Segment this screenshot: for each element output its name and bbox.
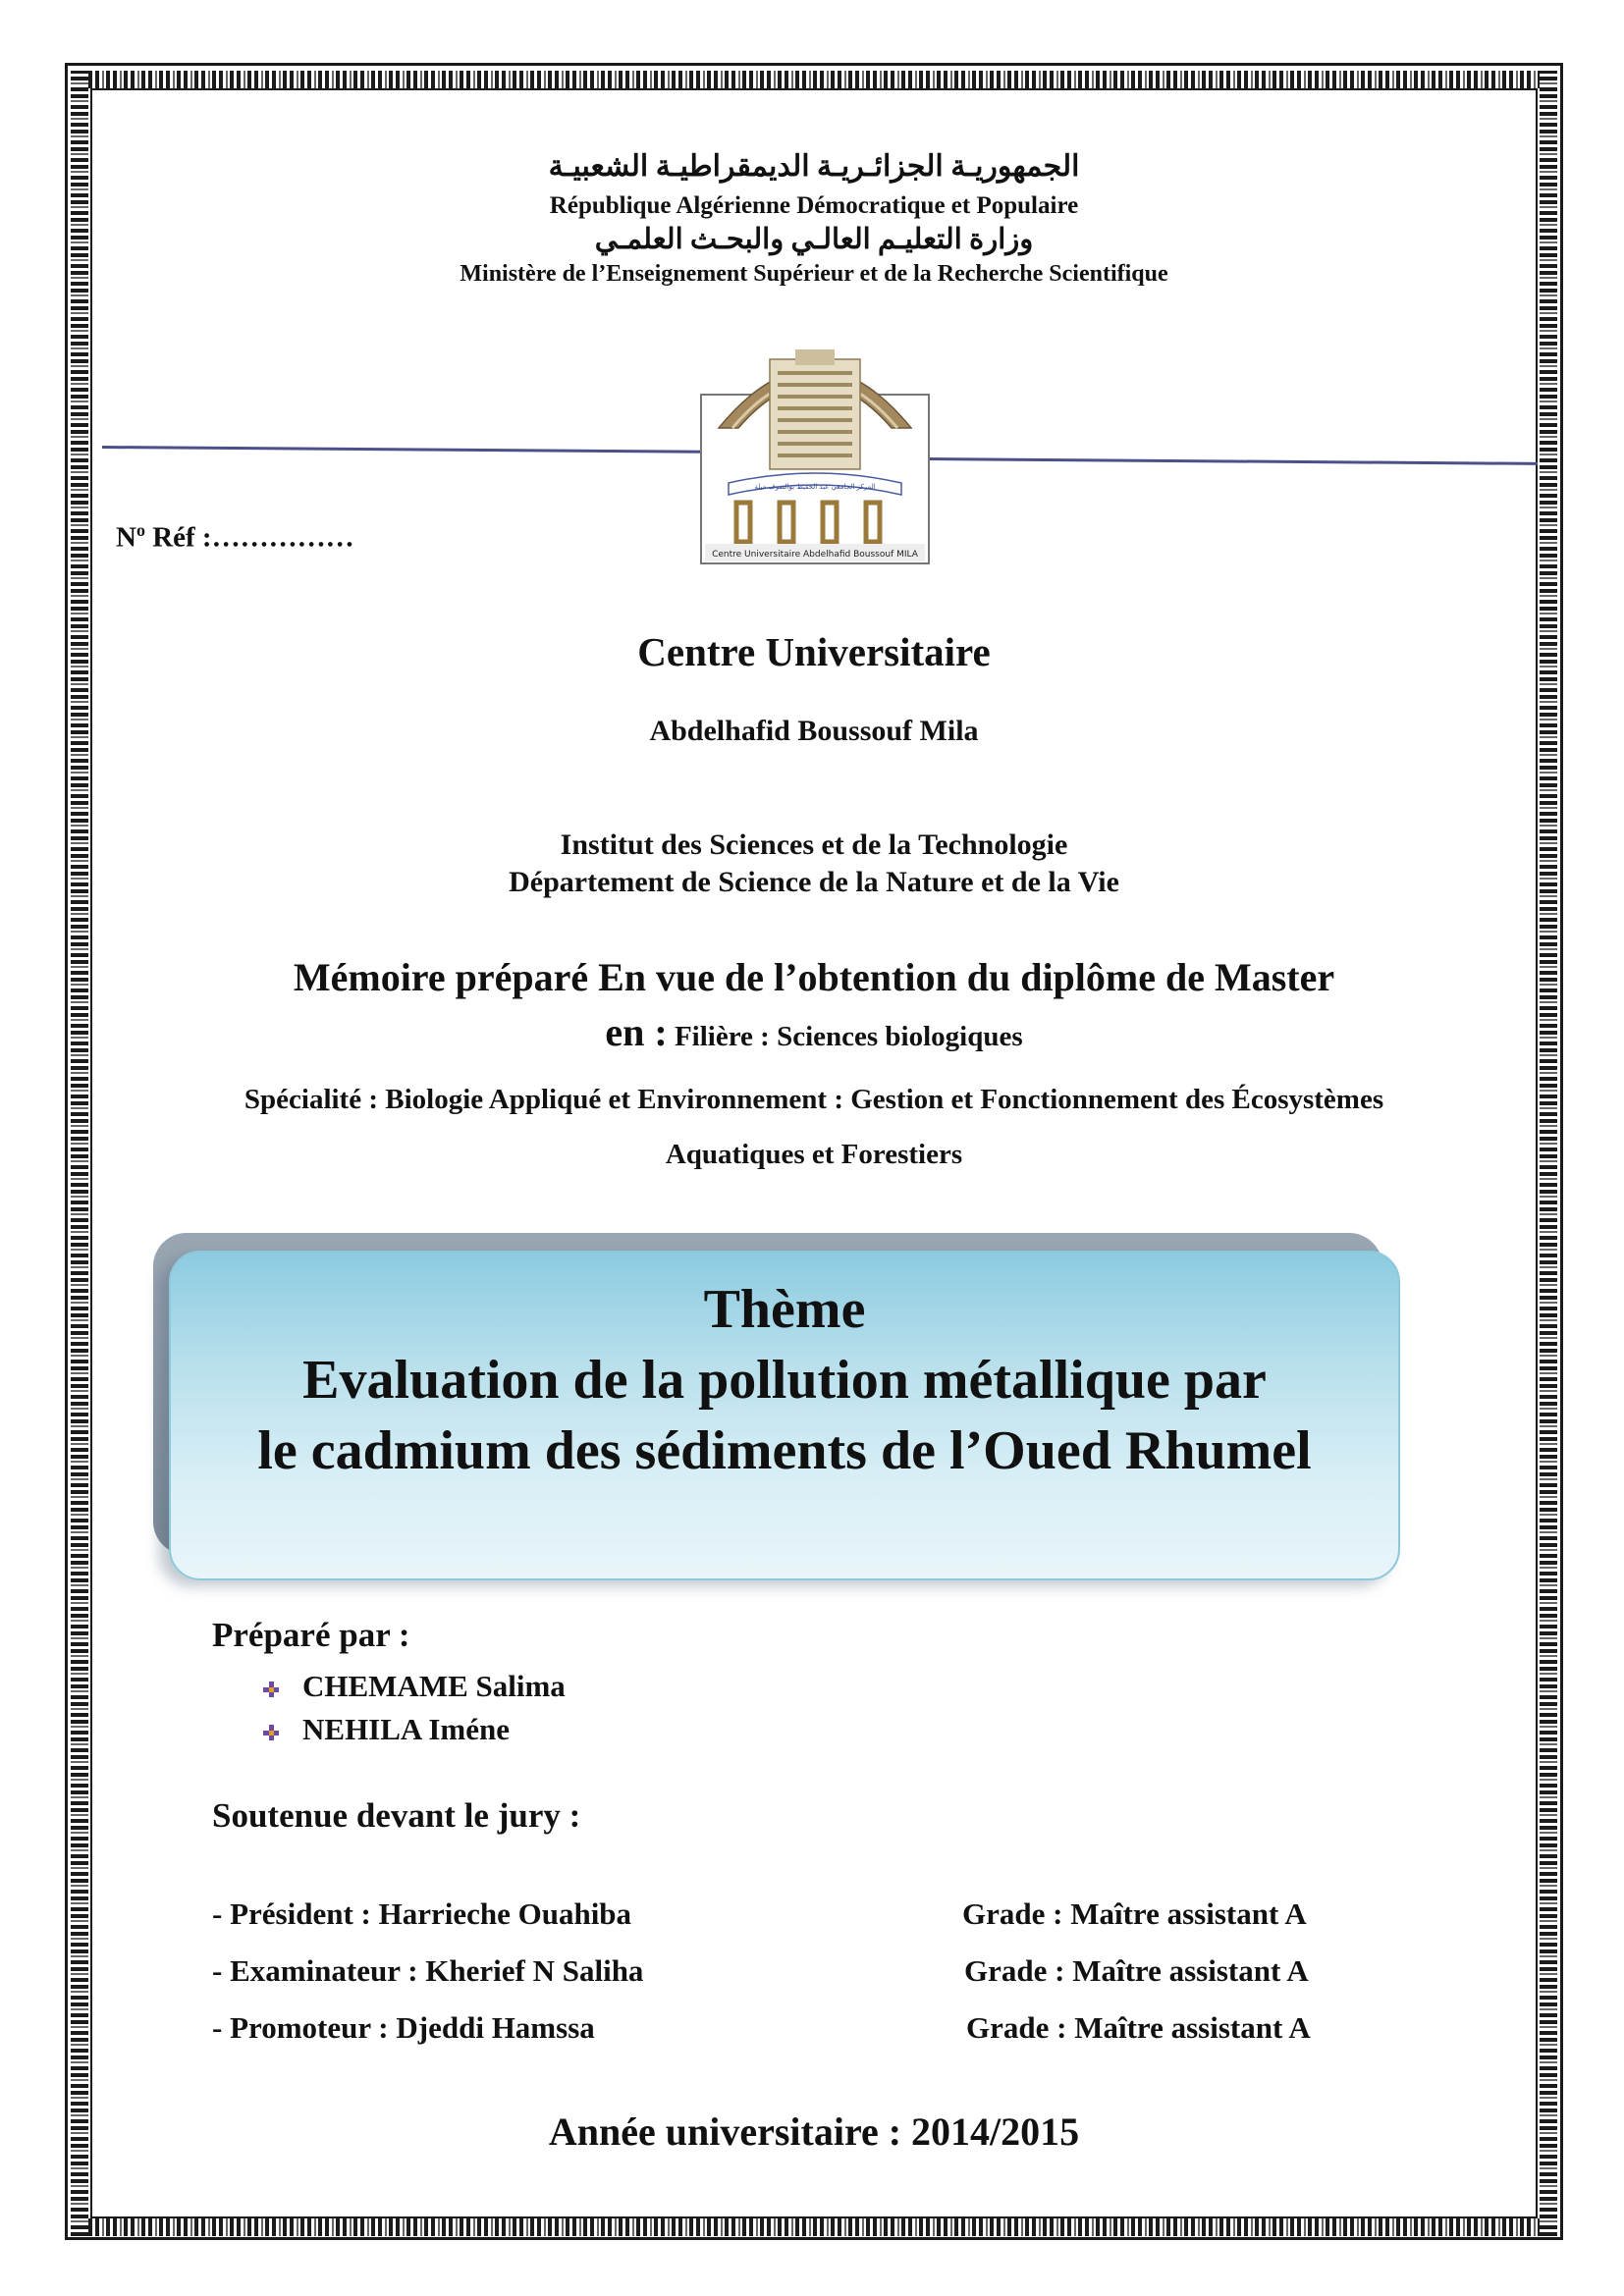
- author-name: NEHILA Iméne: [302, 1712, 510, 1746]
- department-name: Département de Science de la Nature et de la Vie: [509, 866, 1119, 898]
- republic-arabic: الجمهوريـة الجزائـريـة الديمقراطيـة الشعبيـة: [548, 150, 1080, 183]
- logo-banner-text: المركز الجامعي عبد الحفيظ بوالصوف ميلة: [754, 483, 876, 491]
- page-border-top-pattern: [71, 71, 1557, 88]
- theme-title-line-1: Evaluation de la pollution métallique par: [302, 1350, 1267, 1411]
- jury-role-president: - Président : Harrieche Ouahiba: [212, 1896, 632, 1931]
- reference-label: N: [116, 521, 136, 554]
- logo-caption: Centre Universitaire Abdelhafid Boussouf MILA: [712, 550, 918, 560]
- jury-grade-president: Grade : Maître assistant A: [962, 1896, 1307, 1931]
- specialite-line-1: Spécialité : Biologie Appliqué et Environnement : Gestion et Fonctionnement des Écosystèmes: [244, 1084, 1384, 1115]
- ministry-arabic: وزارة التعليـم العالـي والبحـث العلمـي: [594, 224, 1034, 255]
- jury-grade-examinateur: Grade : Maître assistant A: [964, 1953, 1309, 1988]
- memoire-filiere: Filière : Sciences biologiques: [667, 1021, 1023, 1052]
- memoire-en-label: en :: [605, 1010, 668, 1054]
- theme-label: Thème: [703, 1279, 866, 1340]
- university-logo-graphic: [699, 320, 931, 567]
- author-list-item: [261, 1712, 510, 1747]
- page-border-left-pattern: [71, 71, 88, 2236]
- author-name: CHEMAME Salima: [302, 1669, 566, 1703]
- jury-role-promoteur: - Promoteur : Djeddi Hamssa: [212, 2010, 595, 2045]
- theme-text-block: [169, 1274, 1400, 1486]
- reference-text: Réf :……………: [144, 521, 354, 554]
- memoire-filiere-line: [90, 1009, 1538, 1055]
- ministry-french: Ministère de l’Enseignement Supérieur et de la Recherche Scientifique: [460, 261, 1168, 287]
- university-logo: [699, 320, 931, 567]
- specialite-line-2: Aquatiques et Forestiers: [665, 1139, 963, 1170]
- reference-number: [116, 520, 354, 555]
- jury-label: Soutenue devant le jury :: [212, 1796, 581, 1835]
- bullet-icon: [261, 1723, 281, 1742]
- memoire-title: Mémoire préparé En vue de l’obtention du diplôme de Master: [293, 955, 1335, 999]
- author-list-item: [261, 1669, 566, 1704]
- republic-french: République Algérienne Démocratique et Populaire: [549, 192, 1079, 219]
- academic-year: Année universitaire : 2014/2015: [548, 2109, 1080, 2154]
- jury-role-examinateur: - Examinateur : Kherief N Saliha: [212, 1953, 644, 1988]
- prepared-label: Préparé par :: [212, 1616, 410, 1654]
- page-border-right-pattern: [1540, 71, 1557, 2236]
- institution-name: Centre Universitaire: [637, 629, 991, 674]
- bullet-icon: [261, 1680, 281, 1699]
- page-border-bottom-pattern: [71, 2218, 1557, 2236]
- jury-grade-promoteur: Grade : Maître assistant A: [966, 2010, 1311, 2045]
- reference-superscript: o: [135, 520, 145, 540]
- institute-name: Institut des Sciences et de la Technologie: [560, 828, 1068, 861]
- theme-title-line-2: le cadmium des sédiments de l’Oued Rhumel: [257, 1420, 1312, 1481]
- institution-subname: Abdelhafid Boussouf Mila: [649, 715, 979, 747]
